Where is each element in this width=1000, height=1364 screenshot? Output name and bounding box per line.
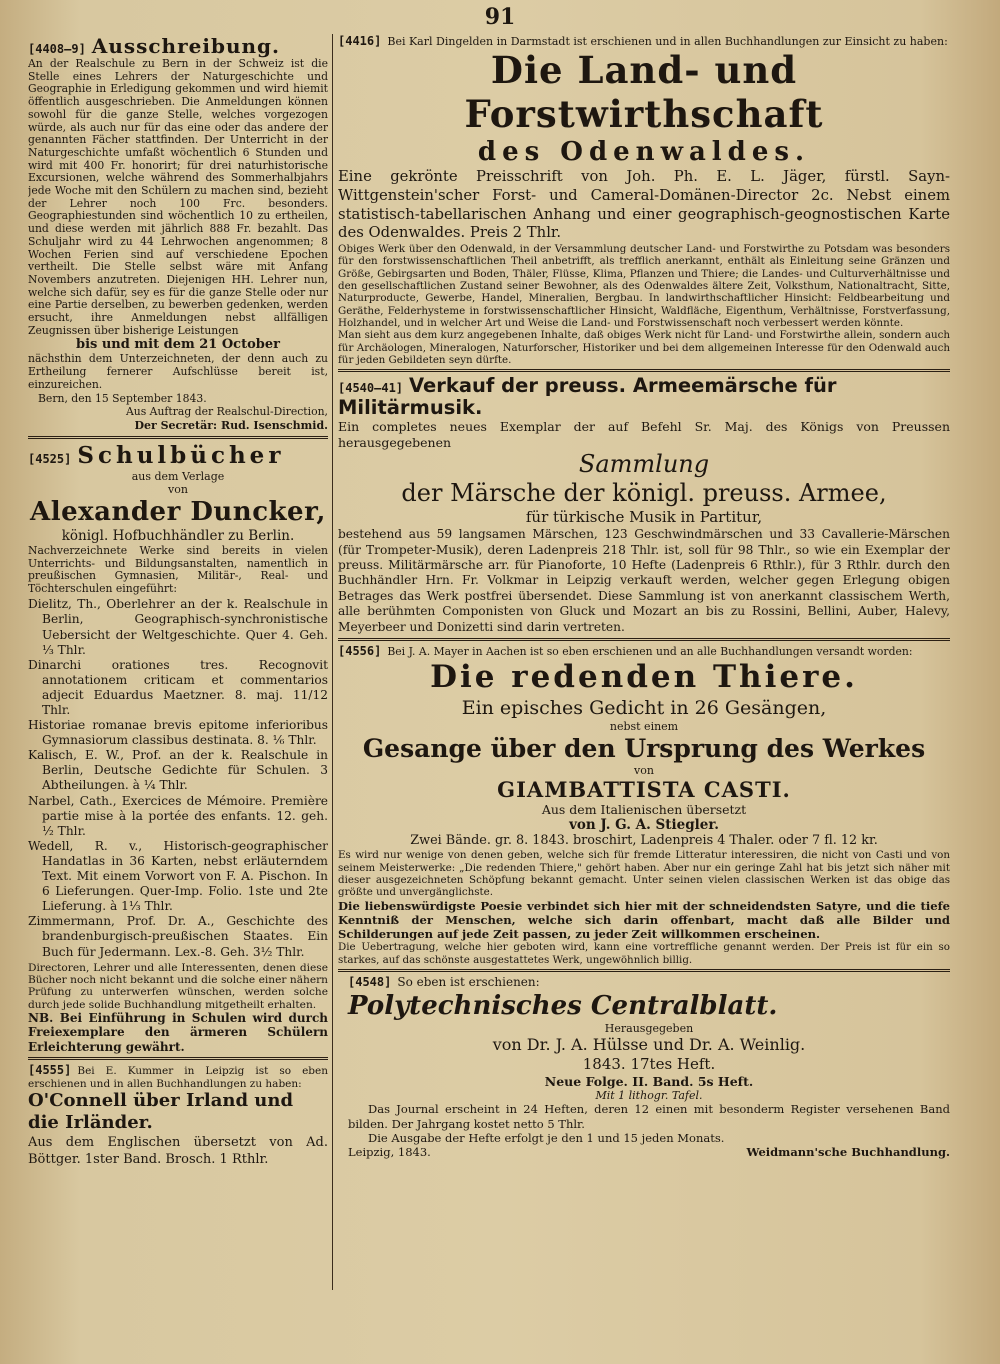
- divider: [28, 436, 328, 439]
- list-item: Zimmermann, Prof. Dr. A., Geschichte des brandenburgisch-preußischen Staates. Ein Buch für Jedermann. Lex.-8. Geh. 3½ Thlr.: [28, 914, 328, 959]
- ad-end: Die Uebertragung, welche hier geboten wird, kann eine vortreffliche genannt werden. Der Preis ist für ein so starkes, auf das schönste ausgestattetes Werk, ungewöhnlich billig.: [338, 941, 950, 966]
- list-item: Dinarchi orationes tres. Recognovit annotationem criticam et commentarios adjecit Eduardus Maetzner. 8. maj. 11/12 Thlr.: [28, 657, 328, 718]
- ad-schulbuecher: [28, 442, 328, 1055]
- ad-year: 1843. 17tes Heft.: [582, 1055, 716, 1073]
- ad-tafel: Mit 1 lithogr. Tafel.: [595, 1089, 703, 1102]
- ad-publisher-sub: königl. Hofbuchhändler zu Berlin.: [61, 527, 295, 544]
- ad-reference: [4556]: [338, 644, 382, 658]
- ad-title: O'Connell über Irland und die Irländer.: [28, 1089, 294, 1133]
- ad-commission: Aus Auftrag der Realschul-Direction,: [125, 405, 328, 419]
- ad-footer: Directoren, Lehrer und alle Interessenten, denen diese Bücher noch nicht bekannt und die solche einer nähern Prüfung zu unterwerfen wünschen, werden solche durch jede solide Buchhandlung mitgetheilt erhalten.: [28, 961, 328, 1011]
- ad-intro: Ein completes neues Exemplar der auf Befehl Sr. Maj. des Königs von Preussen herausgegebenen: [338, 419, 950, 450]
- page-number: 91: [484, 4, 516, 30]
- ad-polytechnisches: [338, 975, 950, 1160]
- ad-reference: [4525]: [28, 451, 72, 466]
- ad-title: Die redenden Thiere.: [430, 659, 858, 695]
- ad-sub-3: Gesange über den Ursprung des Werkes: [362, 734, 926, 764]
- ad-translator: von J. G. A. Stiegler.: [569, 817, 719, 834]
- ad-nb: NB. Bei Einführung in Schulen wird durch Freiexemplare den ärmeren Schülern Erleichterung gewährt.: [28, 1010, 328, 1054]
- ad-publisher: Alexander Duncker,: [30, 496, 326, 527]
- ad-title-2: des Odenwaldes.: [477, 137, 811, 167]
- ad-signature: Der Secretär: Rud. Isenschmid.: [134, 418, 328, 432]
- ad-reference: [4555]: [28, 1063, 72, 1078]
- ad-title: Ausschreibung.: [91, 34, 280, 58]
- ad-from: aus dem Verlage: [131, 469, 225, 483]
- ad-body-2: nächsthin dem Unterzeichneten, der denn auch zu Ertheilung fernerer Aufschlüsse bereit ist, einzureichen.: [28, 352, 328, 391]
- ad-body: An der Realschule zu Bern in der Schweiz ist die Stelle eines Lehrers der Naturgeschichte und Geographie in Erledigung gekommen und wird hiemit öffentlich ausgeschrieben. Die Anmeldungen können sowohl für die ganze Stelle, welches vorgezogen würde, als auch nur für das eine oder das andere der genannten Fächer stattfinden. Der Unterricht in der Naturgeschichte umfaßt wöchentlich 6 Stunden und wird mit 400 Fr. honorirt; für drei naturhistorische Excursionen, welche während des Sommerhalbjahrs jede Woche mit den Schülern zu machen sind, bezieht der Lehrer noch 100 Frc. besonders. Geographiestunden sind wöchentlich 10 zu ertheilen, und diese werden mit jährlich 888 Fr. bezahlt. Das Schuljahr wird zu 44 Lehrwochen angenommen; 8 Wochen Ferien sind auf verschiedene Epochen vertheilt. Die Stelle selbst wäre mit Anfang Novembers anzutreten. Diejenigen HH. Lehrer nun, welche sich dafür, sey es für die ganze Stelle oder nur eine Partie derselben, zu bewerben gedenken, werden ersucht, ihre Anmeldungen nebst allfälligen Zeugnissen über bisherige Leistungen: [28, 57, 328, 337]
- ad-body-2: Die Ausgabe der Hefte erfolgt je den 1 und 15 jeden Monats.: [368, 1130, 725, 1145]
- ad-place: Leipzig, 1843.: [348, 1145, 431, 1160]
- ad-ausschreibung: [28, 34, 328, 433]
- ad-editors: von Dr. J. A. Hülsse und Dr. A. Weinlig.: [492, 1035, 806, 1054]
- ad-subtitle: Eine gekrönte Preisschrift von Joh. Ph. E. L. Jäger, fürstl. Sayn-Wittgenstein'scher Forst- und Cameral-Domänen-Director 2c. Nebst einem statistisch-tabellarischen Anhang und einer geographisch-geognostischen Karte des Odenwaldes. Preis 2 Thlr.: [338, 168, 950, 242]
- ad-reference: [4540—41]: [338, 381, 404, 396]
- ad-bold: Die liebenswürdigste Poesie verbindet sich hier mit der schneidendsten Satyre, und die tiefe Kenntniß der Menschen, welche sich darin offenbart, macht daß alle Bilder und Schilderungen auf jede Zeit passen, zu jeder Zeit willkommen erscheinen.: [338, 898, 950, 941]
- ad-firm: Weidmann'sche Buchhandlung.: [746, 1145, 950, 1160]
- list-item: Kalisch, E. W., Prof. an der k. Realschule in Berlin, Deutsche Gedichte für Schulen. 3 Abtheilungen. à ¼ Thlr.: [28, 748, 328, 793]
- ad-intro: Nachverzeichnete Werke sind bereits in vielen Unterrichts- und Bildungsanstalten, namentlich in preußischen Gymnasien, Militär-, Real- und Töchterschulen eingeführt:: [28, 543, 328, 595]
- list-item: Historiae romanae brevis epitome inferioribus Gymnasiorum classibus destinata. 8. ⅙ Thlr.: [28, 718, 328, 748]
- ad-von: von: [168, 482, 188, 496]
- ad-forstwirthschaft: [338, 34, 950, 366]
- ad-redende-thiere: [338, 644, 950, 966]
- left-column: [28, 34, 328, 1168]
- ad-body: Obiges Werk über den Odenwald, in der Versammlung deutscher Land- und Forstwirthe zu Potsdam was besonders für den forstwissenschaftlichen Theil anbetrifft, als trefflich anerkannt, enthält als Einleitung seine Gränzen und Größe, Gebirgsarten und Boden, Thäler, Flüsse, Klima, Pflanzen und Thiere; die Landes- und Culturverhältnisse und den gesellschaftlichen Zustand seiner Bewohner, als des Odenwaldes ältere Zeit, Volksthum, Nationaltracht, Sitte, Naturproducte, Gewerbe, Handel, Mineralien, Bergbau. In landwirthschaftlicher Hinsicht: Feldbearbeitung und Geräthe, Felderhysteme in forstwissenschaftlicher Hinsicht, Waldfläche, Eigenthum, Verhältnisse, Forstverfassung, Holzhandel, und in welcher Art und Weise die Land- und Forstwissenschaft noch verbessert werden könnte.: [338, 243, 950, 329]
- ad-body-2: Man sieht aus dem kurz angegebenen Inhalte, daß obiges Werk nicht für Land- und Forstwirthe allein, sondern auch für Archäologen, Mineralogen, Naturforscher, Historiker und bei dem allgemeinen Interesse für den Odenwald auch für jeden Gebildeten seyn dürfte.: [338, 329, 950, 366]
- ad-title: Schulbücher: [77, 441, 285, 469]
- ad-body: bestehend aus 59 langsamen Märschen, 123 Geschwindmärschen und 33 Cavallerie-Märschen (für Trompeter-Musik), deren Ladenpreis 218 Thlr. ist, soll für 98 Thlr., so wie ein Exemplar der preuss. Militärmärsche arr. für Pianoforte, 10 Hefte (Ladenpreis 6 Rthlr.), für 3 Rthlr. durch den Buchhändler Hrn. Fr. Volkmar in Leipzig verkauft werden, welcher gegen Erlegung obigen Betrages das Werk postfrei übersendet. Diese Sammlung ist von anerkannt classischem Werth, alle berühmten Componisten von Gluck und Mozart an bis zu Rossini, Bellini, Auber, Halevy, Meyerbeer und Donizetti sind darin vertreten.: [338, 527, 950, 634]
- ad-translation: Aus dem Italienischen übersetzt: [541, 802, 747, 818]
- ad-date: Bern, den 15 September 1843.: [38, 391, 207, 405]
- ad-herausgegeben: Herausgegeben: [604, 1021, 694, 1035]
- ad-title: Verkauf der preuss. Armeemärsche für Militärmusik.: [338, 375, 837, 420]
- ad-price: Zwei Bände. gr. 8. 1843. broschirt, Ladenpreis 4 Thaler. oder 7 fl. 12 kr.: [410, 833, 878, 849]
- ad-series: Neue Folge. II. Band. 5s Heft.: [544, 1074, 754, 1089]
- ad-armeemaersche: [338, 375, 950, 635]
- divider: [28, 1057, 328, 1060]
- ad-sub: für türkische Musik in Partitur,: [525, 508, 763, 527]
- ad-intro: Bei Karl Dingelden in Darmstadt ist erschienen und in allen Buchhandlungen zur Einsicht zu haben:: [387, 35, 948, 48]
- list-item: Dielitz, Th., Oberlehrer an der k. Realschule in Berlin, Geographisch-synchronistische Uebersicht der Weltgeschichte. Quer 4. Geh. ⅓ Thlr.: [28, 597, 328, 657]
- ad-sub-2: nebst einem: [609, 720, 679, 733]
- ad-von: von: [634, 764, 654, 778]
- ad-sub-1: Ein episches Gedicht in 26 Gesängen,: [461, 697, 827, 719]
- ad-intro: Bei J. A. Mayer in Aachen ist so eben erschienen und an alle Buchhandlungen versandt worden:: [387, 645, 913, 658]
- ad-title: Die Land- und Forstwirthschaft: [464, 48, 824, 136]
- ad-body: Das Journal erscheint in 24 Heften, deren 12 einen mit besonderm Register versehenen Band bilden. Der Jahrgang kostet netto 5 Thlr.: [348, 1102, 950, 1131]
- ad-reference: [4548]: [348, 974, 392, 989]
- ad-oconnell: [28, 1063, 328, 1168]
- book-list: [28, 597, 328, 959]
- ad-intro: Bei E. Kummer in Leipzig ist so eben erschienen und in allen Buchhandlungen zu haben:: [28, 1065, 328, 1090]
- divider: [338, 638, 950, 641]
- ad-reference: [4416]: [338, 34, 382, 48]
- ad-deadline: bis und mit dem 21 October: [75, 337, 280, 353]
- list-item: Narbel, Cath., Exercices de Mémoire. Première partie mise à la portée des enfants. 12. geh. ½ Thlr.: [28, 793, 328, 838]
- right-column: [338, 34, 950, 1160]
- ad-sammlung: Sammlung: [578, 450, 710, 479]
- ad-text: Aus dem Englischen übersetzt von Ad. Böttger. 1ster Band. Brosch. 1 Rthlr.: [28, 1134, 328, 1167]
- list-item: Wedell, R. v., Historisch-geographischer Handatlas in 36 Karten, nebst erläuterndem Text. Mit einem Vorwort von F. A. Pischon. In 6 Lieferungen. Quer-Imp. Folio. 1ste und 2te Lieferung. à 1⅓ Thlr.: [28, 838, 328, 914]
- ad-intro: So eben ist erschienen:: [397, 974, 540, 989]
- ad-reference: [4408—9]: [28, 42, 86, 56]
- column-divider: [332, 34, 333, 1290]
- ad-author: GIAMBATTISTA CASTI.: [497, 777, 791, 803]
- ad-main: der Märsche der königl. preuss. Armee,: [401, 479, 887, 508]
- divider: [338, 969, 950, 972]
- divider: [338, 369, 950, 372]
- ad-title: Polytechnisches Centralblatt.: [348, 990, 778, 1021]
- ad-body: Es wird nur wenige von denen geben, welche sich für fremde Litteratur interessiren, die nicht von Casti und von seinem Meisterwerke: „Die redenden Thiere," gehört haben. Aber nur ein geringe Zahl hat bis jetzt sich näher mit dieser ausgezeichneten Schöpfung bekannt gemacht. Unter seinen vielen classischen Werken ist das obige das größte und unvergänglichste.: [338, 849, 950, 899]
